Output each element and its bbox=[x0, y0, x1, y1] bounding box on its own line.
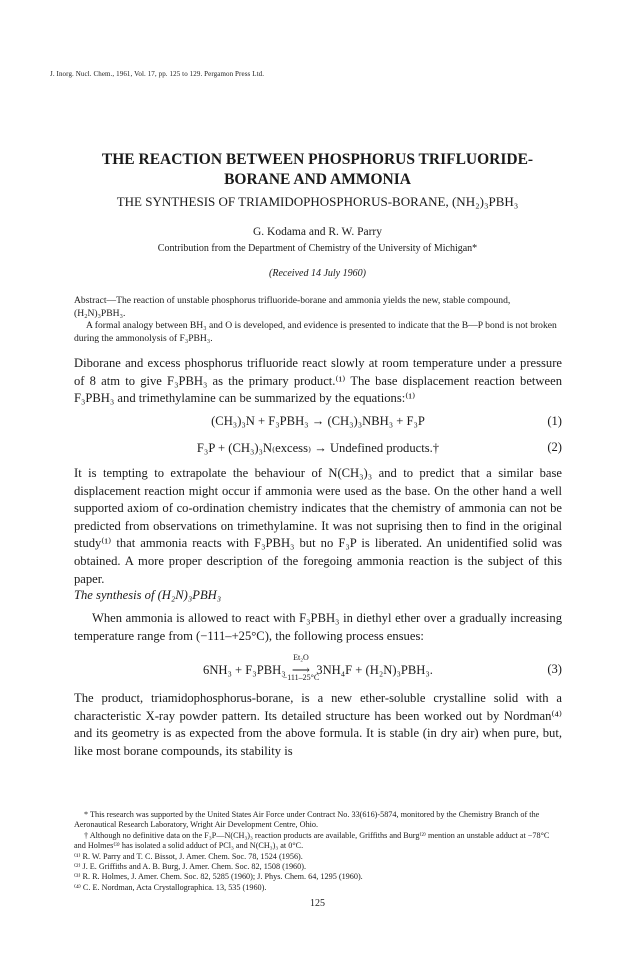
equation-2-expression: F₃P + (CH₃)₃N₍excess₎ → Undefined products.† bbox=[196, 441, 440, 455]
page-number: 125 bbox=[310, 898, 325, 909]
body-paragraph-4: The product, triamidophosphorus-borane, is a new ether-soluble crystalline solid with a characteristic X-ray powder pattern. Its detailed structure has been worked out by Nordman⁽⁴⁾ and its geometry is as expected from the above formula. It is stable (in dry air) when pure, but, like most borane compounds, its stability is bbox=[74, 691, 562, 758]
body-paragraph-4-block bbox=[74, 690, 562, 760]
equation-3-number: (3) bbox=[547, 662, 562, 676]
title-line-2: BORANE AND AMMONIA bbox=[224, 171, 411, 188]
body-paragraph-2-block bbox=[74, 465, 562, 588]
reference-1: ⁽¹⁾ R. W. Parry and T. C. Bissot, J. Amer. Chem. Soc. 78, 1524 (1956). bbox=[74, 851, 303, 861]
received-date: (Received 14 July 1960) bbox=[269, 268, 366, 279]
body-paragraph-3: When ammonia is allowed to react with F₃PBH₃ in diethyl ether over a gradually increasing temperature range from (−111–+25°C), the following process ensues: bbox=[74, 611, 562, 643]
title-line-1: THE REACTION BETWEEN PHOSPHORUS TRIFLUORIDE- bbox=[101, 151, 534, 168]
footnote-dagger: † Although no definitive data on the F₃P—N(CH₃)₃ reaction products are available, Griffiths and Burg⁽²⁾ mention an unstable adduct at −78°C and Holmes⁽³⁾ has isolated a solid adduct of PCl₃ and N(CH₃)₃ at 0°C. bbox=[74, 830, 550, 851]
body-paragraph-3-block bbox=[74, 610, 562, 645]
equation-1 bbox=[74, 414, 562, 432]
footnote-funding: * This research was supported by the United States Air Force under Contract No. 33(616)-5874, monitored by the Chemistry Branch of the Aeronautical Research Laboratory, Wright Air Development Centre, Ohio. bbox=[74, 810, 540, 830]
equation-3-expression bbox=[74, 653, 562, 682]
body-paragraph-1: Diborane and excess phosphorus trifluoride react slowly at room temperature under a pressure of 8 atm to give F₃PBH₃ as the primary product.⁽¹⁾ The base displacement reaction between F₃PBH₃ and trimethylamine can be summarized by the equations:⁽¹⁾ bbox=[74, 356, 562, 406]
paper-title bbox=[20, 150, 615, 190]
arrow-condition-over: Et₂O bbox=[293, 653, 309, 662]
body-paragraph-1-block bbox=[74, 355, 562, 408]
equation-2 bbox=[74, 440, 562, 458]
reaction-arrow: Et₂O ⟶ −111–25°C bbox=[282, 653, 320, 682]
equation-1-number: (1) bbox=[547, 414, 562, 428]
body-paragraph-2: It is tempting to extrapolate the behaviour of N(CH₃)₃ and to predict that a similar base displacement reaction might occur if ammonia were used as the base. On the other hand a well supported axiom of co-ordination chemistry indicates that the chemistry of ammonia can not be predicted from observations on trimethylamine. It was not suprising then to find in the original study⁽¹⁾ that ammonia reacts with F₃PBH₃ but no F₃P is liberated. An unidentified solid was obtained. A more proper description of the foregoing ammonia reaction is the subject of this paper. bbox=[74, 466, 562, 586]
authors: G. Kodama and R. W. Parry bbox=[252, 226, 383, 238]
equation-3-reactants: 6NH₃ + F₃PBH₃ bbox=[203, 663, 286, 677]
arrow-condition-under: −111–25°C bbox=[282, 673, 320, 682]
equation-1-expression: (CH₃)₃N + F₃PBH₃ → (CH₃)₃NBH₃ + F₃P bbox=[211, 414, 425, 428]
footnotes bbox=[74, 810, 562, 893]
affiliation: Contribution from the Department of Chemistry of the University of Michigan* bbox=[157, 243, 478, 254]
equation-3-products: 3NH₄F + (H₂N)₃PBH₃. bbox=[316, 663, 433, 677]
paper-subtitle: THE SYNTHESIS OF TRIAMIDOPHOSPHORUS-BORANE, (NH₂)₃PBH₃ bbox=[116, 194, 519, 209]
abstract-paragraph-2: A formal analogy between BH₃ and O is developed, and evidence is presented to indicate that the B—P bond is not broken during the ammonolysis of F₃PBH₃. bbox=[74, 320, 557, 344]
abstract bbox=[74, 295, 562, 345]
section-heading: The synthesis of (H₂N)₃PBH₃ bbox=[74, 588, 222, 602]
reference-2: ⁽²⁾ J. E. Griffiths and A. B. Burg, J. Amer. Chem. Soc. 82, 1508 (1960). bbox=[74, 862, 307, 872]
journal-header: J. Inorg. Nucl. Chem., 1961, Vol. 17, pp. 125 to 129. Pergamon Press Ltd. bbox=[50, 70, 265, 78]
reference-4: ⁽⁴⁾ C. E. Nordman, Acta Crystallographica. 13, 535 (1960). bbox=[74, 882, 267, 892]
reference-3: ⁽³⁾ R. R. Holmes, J. Amer. Chem. Soc. 82, 5285 (1960); J. Phys. Chem. 64, 1295 (1960). bbox=[74, 872, 363, 882]
abstract-paragraph-1: Abstract—The reaction of unstable phosphorus trifluoride-borane and ammonia yields the new, stable compound, (H₂N)₃PBH₃. bbox=[74, 295, 511, 319]
equation-2-number: (2) bbox=[547, 440, 562, 454]
equation-3 bbox=[74, 653, 562, 682]
